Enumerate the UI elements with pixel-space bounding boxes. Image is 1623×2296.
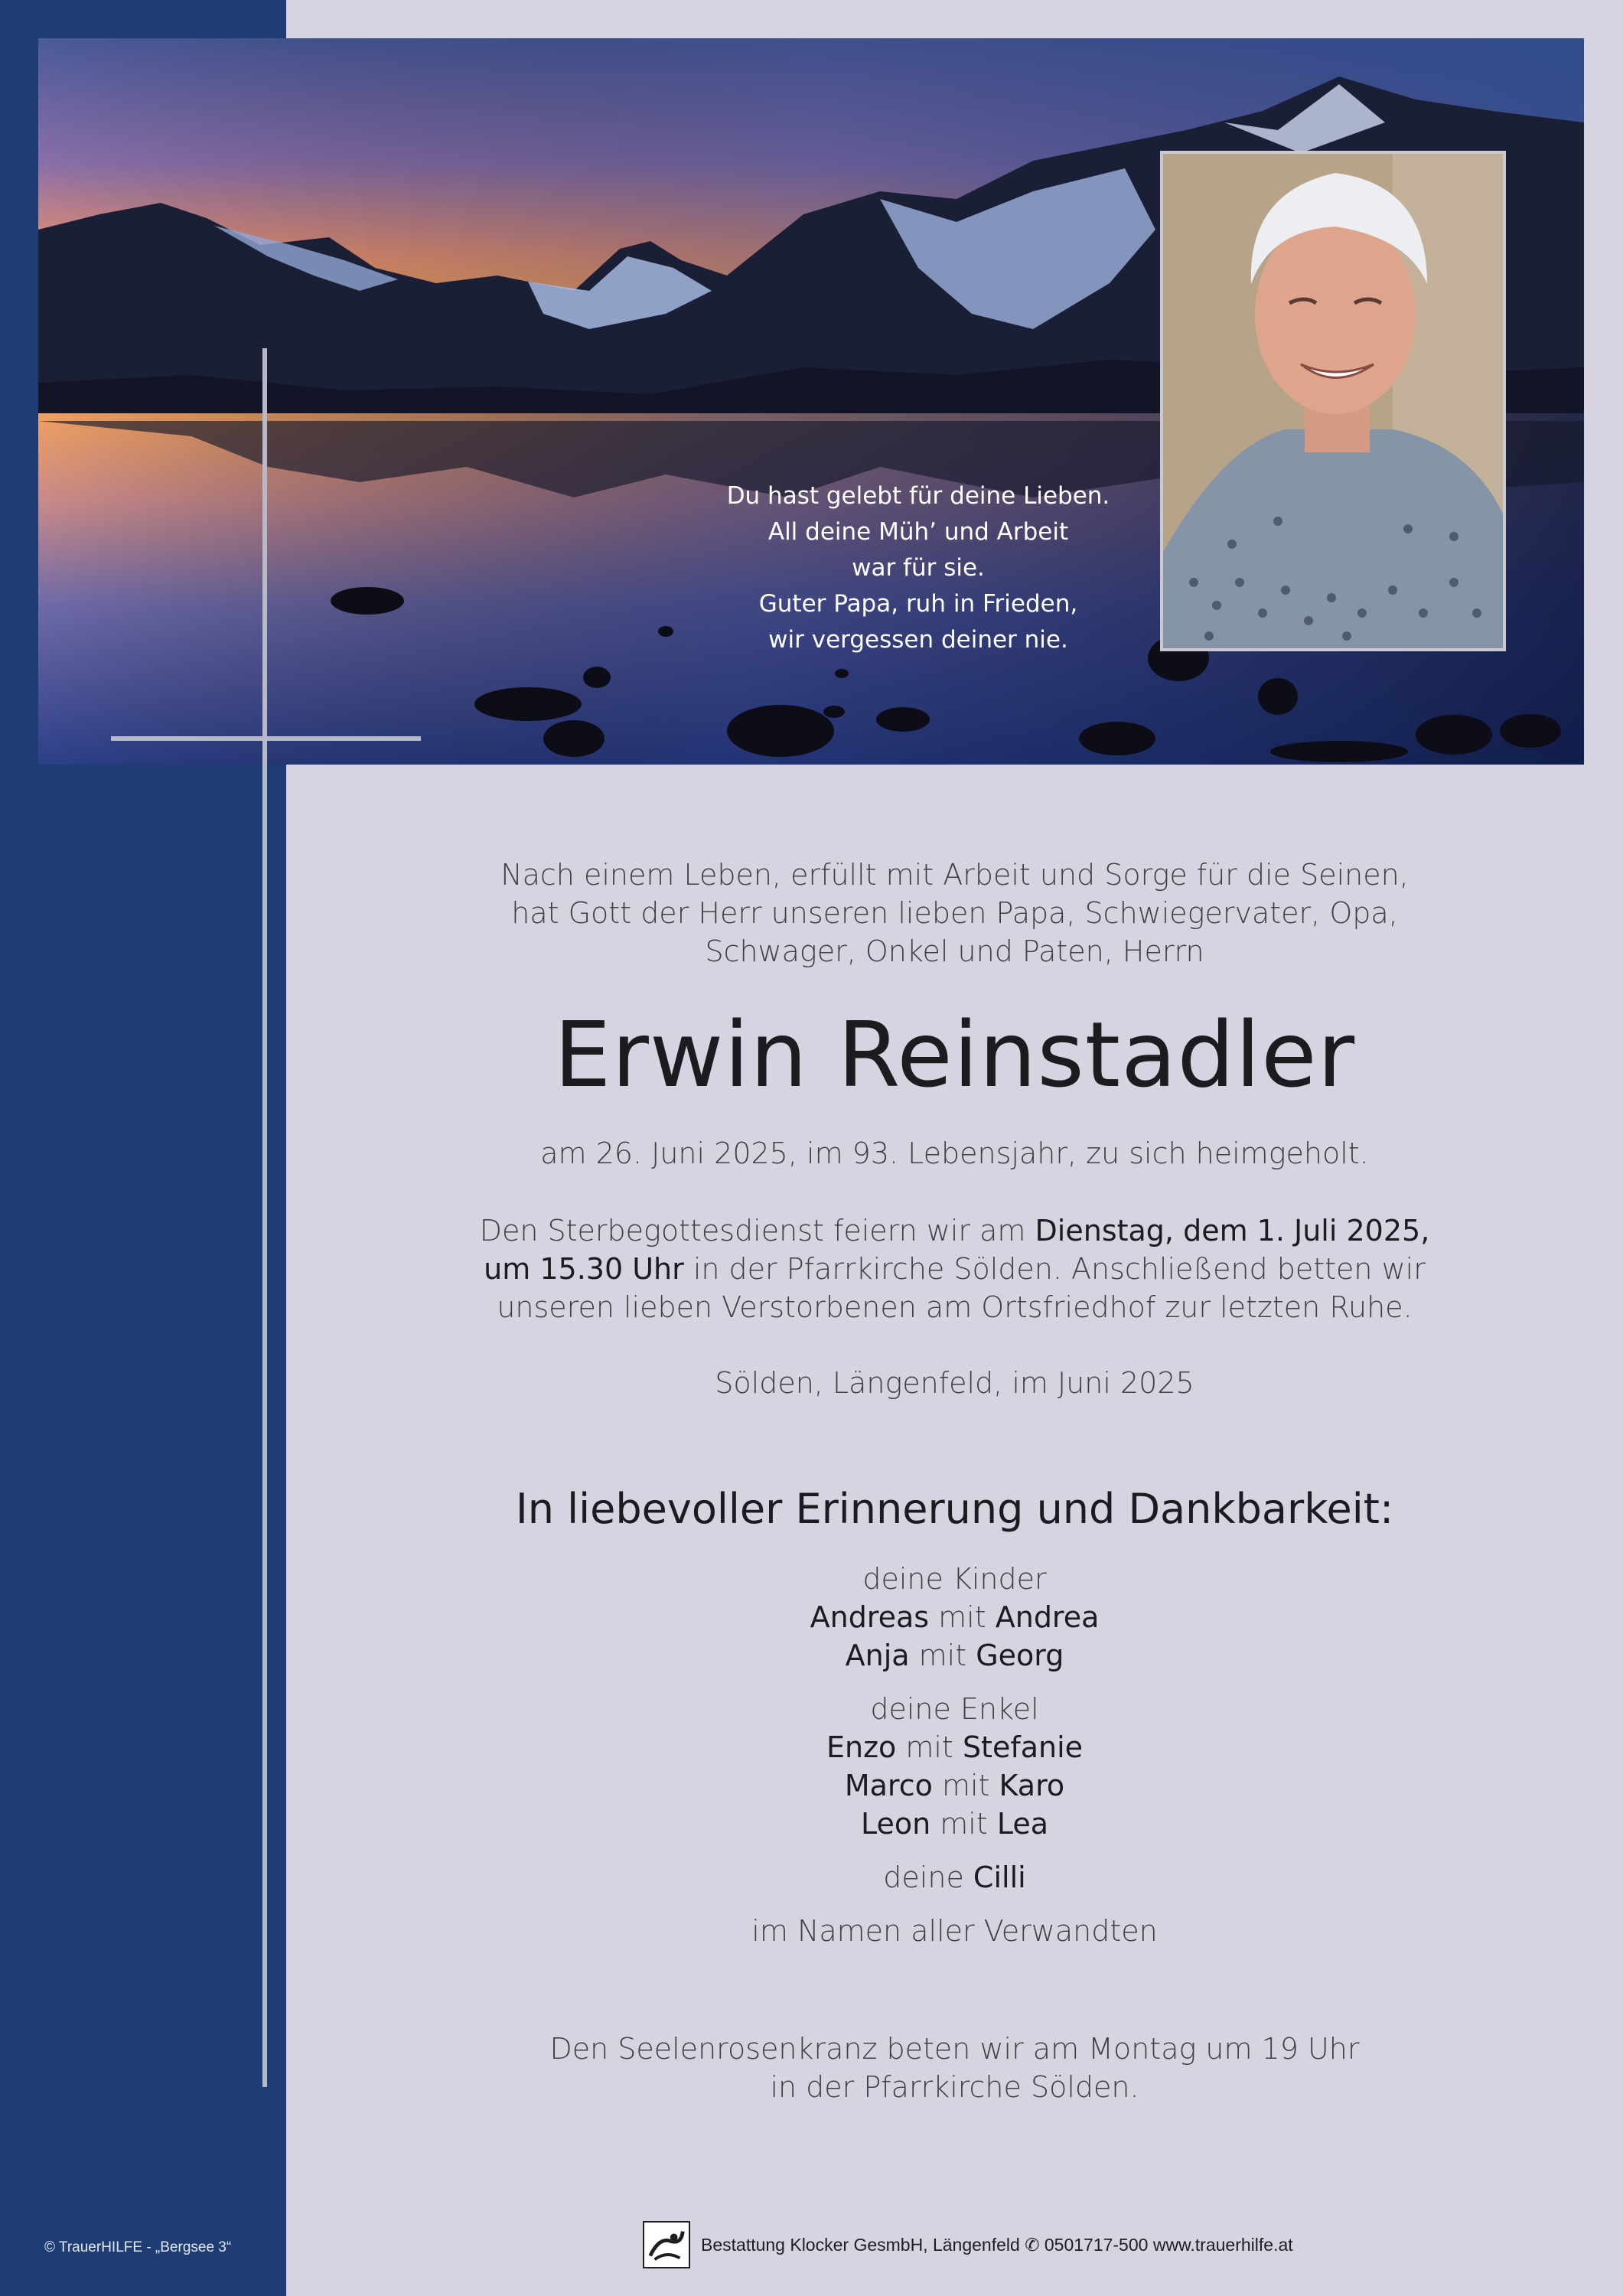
relatives-line: im Namen aller Verwandten	[751, 1914, 1158, 1948]
phone-icon: ✆	[1025, 2234, 1040, 2255]
list-item: Andreas mit Andrea	[810, 1600, 1100, 1634]
service-time: um 15.30 Uhr	[484, 1252, 684, 1286]
list-item: Anja mit Georg	[845, 1639, 1064, 1672]
list-item: Marco mit Karo	[844, 1769, 1065, 1802]
undertaker-logo-icon	[643, 2221, 690, 2268]
place-and-date: Sölden, Längenfeld, im Juni 2025	[715, 1366, 1194, 1400]
undertaker-footer	[643, 2219, 1293, 2270]
undertaker-name: Bestattung Klocker GesmbH, Längenfeld	[701, 2234, 1020, 2255]
service-date: Dienstag, dem 1. Juli 2025,	[1035, 1214, 1430, 1247]
poem-line: war für sie.	[852, 554, 985, 582]
children-label: deine Kinder	[862, 1562, 1047, 1596]
memory-heading: In liebevoller Erinnerung und Dankbarkeit:	[515, 1485, 1394, 1533]
poem-verse	[673, 478, 1163, 658]
poem-line: All deine Müh’ und Arbeit	[768, 518, 1069, 546]
rosary-notice: Den Seelenrosenkranz beten wir am Montag um 19 Uhr in der Pfarrkirche Sölden.	[549, 2032, 1360, 2104]
grandchildren-label: deine Enkel	[870, 1692, 1039, 1726]
cross-vertical-bar	[262, 348, 267, 2087]
poem-line: wir vergessen deiner nie.	[768, 626, 1068, 654]
cross-horizontal-bar	[111, 736, 421, 741]
phone-number: 0501717-500	[1044, 2234, 1149, 2255]
list-item: Leon mit Lea	[860, 1807, 1049, 1841]
website-link[interactable]: www.trauerhilfe.at	[1152, 2234, 1293, 2255]
list-item: Enzo mit Stefanie	[826, 1730, 1084, 1764]
poem-line: Guter Papa, ruh in Frieden,	[758, 590, 1078, 618]
portrait-photo	[1160, 151, 1506, 651]
funeral-service-text: Den Sterbegottesdienst feiern wir am Dienstag, dem 1. Juli 2025, um 15.30 Uhr in der Pfarrkirche Sölden. Anschließend betten wir unseren lieben Verstorbenen am Ortsfriedhof zur letzten Ruhe.	[479, 1214, 1430, 1324]
death-notice: am 26. Juni 2025, im 93. Lebensjahr, zu sich heimgeholt.	[540, 1137, 1369, 1170]
partner-line: deine Cilli	[883, 1861, 1026, 1894]
intro-text: Nach einem Leben, erfüllt mit Arbeit und Sorge für die Seinen, hat Gott der Herr unseren lieben Papa, Schwiegervater, Opa, Schwager, Onkel und Paten, Herrn	[500, 858, 1409, 968]
poem-line: Du hast gelebt für deine Lieben.	[726, 482, 1110, 510]
mourners-list	[429, 1560, 1481, 1965]
copyright-text: © TrauerHILFE - „Bergsee 3“	[44, 2239, 232, 2255]
deceased-name: Erwin Reinstadler	[553, 1002, 1356, 1107]
